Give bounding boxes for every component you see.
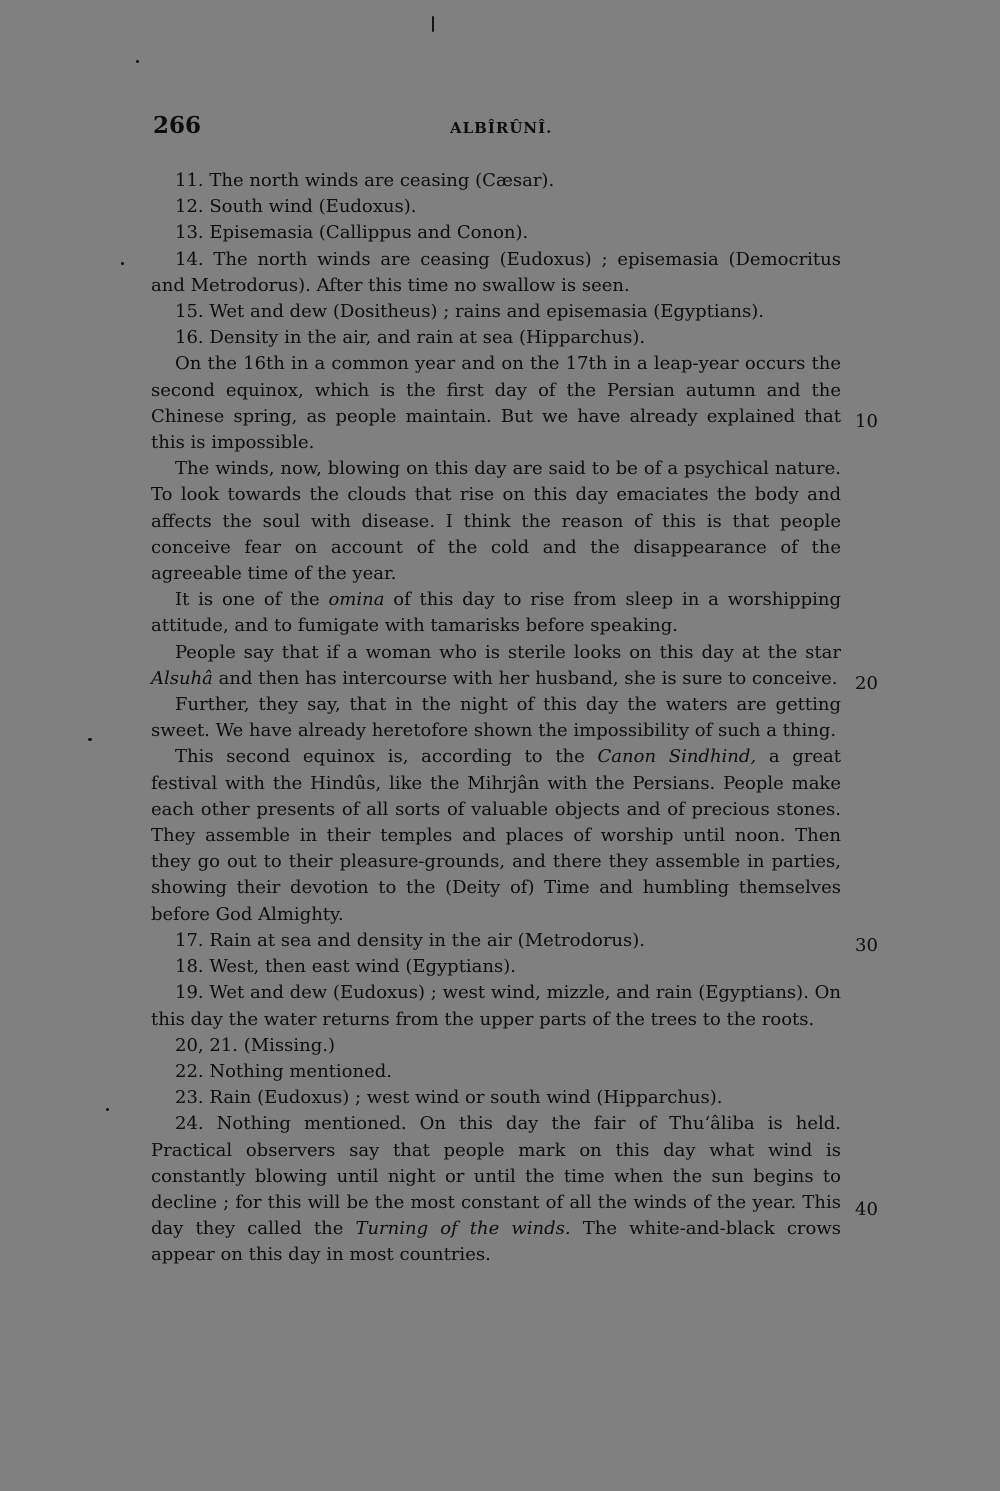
paragraph-entry-14: 14. The north winds are ceasing (Eudoxus) ; episemasia (Democritus and Metrodorus). After this time no swallow is seen.: [151, 248, 841, 296]
paragraph-alsuha-after: and then has intercourse with her husband, she is sure to conceive.: [212, 667, 838, 689]
paragraph-winds: The winds, now, blowing on this day are said to be of a psychical nature. To look towards the clouds that rise on this day emaciates the body and affects the soul with disease. I think the reason of this is that people conceive fear on account of the cold and the disappearance of the agreeable time of the year.: [151, 458, 841, 585]
paragraph-omina-before: It is one of the: [175, 589, 329, 611]
paragraph-festival: [151, 744, 841, 927]
page-number: 266: [153, 112, 202, 139]
paragraph-equinox: On the 16th in a common year and on the 17th in a leap-year occurs the second equinox, which is the first day of the Persian autumn and the Chinese spring, as people maintain. But we have already explained that this is impossible.: [151, 353, 841, 454]
running-title: ALBÎRÛNÎ.: [450, 119, 553, 137]
paragraph-entry-24-before: 24. Nothing mentioned. On this day the fair of Thu‘âliba is held. Practical observers say that people mark on this day what wind is constantly blowing until night or until the time when the sun begins to decline ; for this will be the most constant of all the winds of the year. This day they called the: [151, 1113, 841, 1240]
paragraph-entry-18: 18. West, then east wind (Egyptians).: [175, 956, 516, 978]
paragraph-festival-before: This second equinox is, according to the: [175, 746, 598, 768]
scan-speck: [432, 16, 434, 32]
paragraph-festival-after: a great festival with the Hindûs, like the Mihrjân with the Persians. People make each other presents of all sorts of valuable objects and of precious stones. They assemble in their temples and places of worship until noon. Then they go out to their pleasure-grounds, and there they assemble in parties, showing their devotion to the (Deity of) Time and humbling themselves before God Almighty.: [151, 746, 842, 925]
margin-line-number: 40: [855, 1199, 878, 1220]
paragraph-entry-17: 17. Rain at sea and density in the air (Metrodorus).: [175, 929, 646, 951]
paragraph-entry-24-after: The white-and-black crows appear on this day in most countries.: [151, 1218, 841, 1266]
margin-line-number: 20: [855, 673, 878, 694]
scan-speck: [121, 262, 124, 265]
paragraph-omina: [151, 587, 841, 639]
paragraph-alsuha: [151, 640, 841, 692]
scan-speck: [106, 1108, 109, 1111]
margin-line-number: 10: [855, 411, 878, 432]
paragraph-entry-16: 16. Density in the air, and rain at sea (Hipparchus).: [175, 327, 646, 349]
paragraph-alsuha-italic: Alsuhâ: [151, 667, 213, 689]
paragraph-entry-22: 22. Nothing mentioned.: [175, 1060, 392, 1082]
paragraph-waters: Further, they say, that in the night of this day the waters are getting sweet. We have already heretofore shown the impossibility of such a thing.: [151, 694, 841, 742]
scan-speck: [88, 738, 92, 741]
body-text: [151, 168, 841, 1269]
paragraph-entry-19: 19. Wet and dew (Eudoxus) ; west wind, mizzle, and rain (Egyptians). On this day the water returns from the upper parts of the trees to the roots.: [151, 982, 841, 1030]
paragraph-entry-13: 13. Episemasia (Callippus and Conon).: [175, 222, 529, 244]
paragraph-omina-italic: omina: [328, 589, 385, 611]
paragraph-alsuha-before: People say that if a woman who is sterile looks on this day at the star: [175, 641, 841, 663]
paragraph-entry-15: 15. Wet and dew (Dositheus) ; rains and episemasia (Egyptians).: [175, 301, 764, 323]
paragraph-entry-24: [151, 1111, 841, 1268]
page-header: [153, 112, 853, 142]
paragraph-entry-20-21: 20, 21. (Missing.): [175, 1034, 335, 1056]
scan-speck: [136, 60, 139, 63]
paragraph-entry-12: 12. South wind (Eudoxus).: [175, 196, 417, 218]
paragraph-omina-after: of this day to rise from sleep in a worshipping attitude, and to fumigate with tamarisks before speaking.: [151, 589, 841, 637]
paragraph-entry-23: 23. Rain (Eudoxus) ; west wind or south wind (Hipparchus).: [175, 1087, 723, 1109]
paragraph-entry-11: 11. The north winds are ceasing (Cæsar).: [175, 170, 555, 191]
paragraph-entry-24-italic: Turning of the winds.: [355, 1218, 571, 1240]
paragraph-festival-italic: Canon Sindhind,: [597, 746, 757, 768]
margin-line-number: 30: [855, 935, 878, 956]
